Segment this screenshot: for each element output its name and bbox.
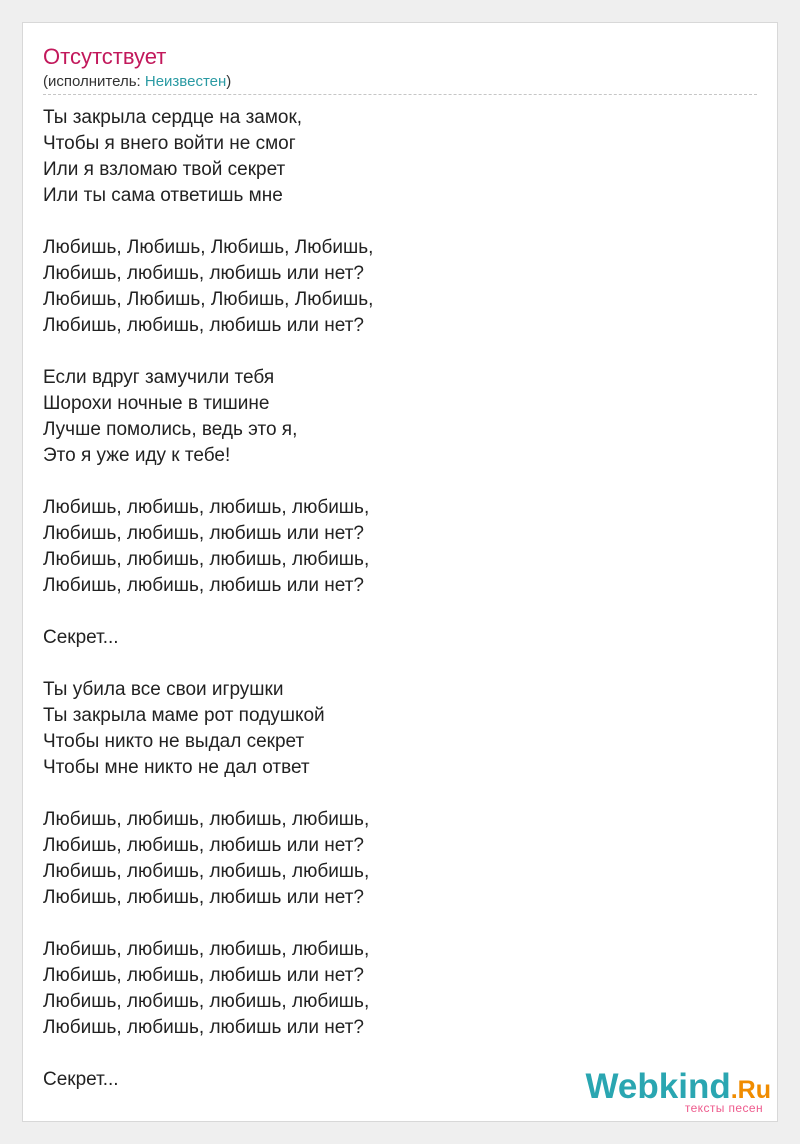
lyrics-line: Любишь, любишь, любишь, любишь, bbox=[43, 939, 370, 960]
lyrics-line: Любишь, любишь, любишь или нет? bbox=[43, 1017, 364, 1038]
lyrics-blank-line bbox=[43, 911, 743, 937]
lyrics-line: Ты убила все свои игрушки bbox=[43, 679, 284, 700]
lyrics-line: Секрет... bbox=[43, 1069, 119, 1090]
lyrics-line: Любишь, Любишь, Любишь, Любишь, bbox=[43, 237, 374, 258]
lyrics-line: Чтобы мне никто не дал ответ bbox=[43, 757, 310, 778]
lyrics-line: Любишь, любишь, любишь или нет? bbox=[43, 575, 364, 596]
lyrics-sheet bbox=[22, 22, 778, 1122]
lyrics-blank-line bbox=[43, 651, 743, 677]
song-title: Отсутствует bbox=[43, 44, 167, 69]
lyrics-line: Любишь, любишь, любишь, любишь, bbox=[43, 809, 370, 830]
title-divider bbox=[43, 94, 757, 95]
lyrics-line: Ты закрыла сердце на замок, bbox=[43, 107, 303, 128]
brand-accent-text: .Ru bbox=[730, 1076, 771, 1104]
lyrics-line: Ты закрыла маме рот подушкой bbox=[43, 705, 325, 726]
lyrics-line: Любишь, любишь, любишь или нет? bbox=[43, 315, 364, 336]
lyrics-line: Любишь, любишь, любишь, любишь, bbox=[43, 497, 370, 518]
lyrics-line: Любишь, любишь, любишь, любишь, bbox=[43, 991, 370, 1012]
lyrics-blank-line bbox=[43, 1041, 743, 1067]
lyrics-line: Чтобы никто не выдал секрет bbox=[43, 731, 305, 752]
lyrics-line: Секрет... bbox=[43, 627, 119, 648]
lyrics-line: Любишь, любишь, любишь или нет? bbox=[43, 523, 364, 544]
lyrics-line: Любишь, любишь, любишь или нет? bbox=[43, 965, 364, 986]
lyrics-line: Любишь, любишь, любишь или нет? bbox=[43, 835, 364, 856]
lyrics-blank-line bbox=[43, 339, 743, 365]
lyrics-line: Если вдруг замучили тебя bbox=[43, 367, 275, 388]
lyrics-line: Чтобы я внего войти не смог bbox=[43, 133, 296, 154]
brand-subtitle: тексты песен bbox=[684, 1101, 763, 1115]
lyrics-line: Шорохи ночные в тишине bbox=[43, 393, 270, 414]
lyrics-blank-line bbox=[43, 469, 743, 495]
lyrics-blank-line bbox=[43, 781, 743, 807]
lyrics-blank-line bbox=[43, 209, 743, 235]
lyrics-line: Или ты сама ответишь мне bbox=[43, 185, 283, 206]
artist-suffix: ) bbox=[226, 73, 232, 90]
artist-line bbox=[43, 73, 231, 91]
artist-name-link[interactable]: Неизвестен bbox=[144, 73, 227, 90]
lyrics-line: Любишь, любишь, любишь, любишь, bbox=[43, 861, 370, 882]
artist-prefix: (исполнитель: bbox=[43, 73, 145, 90]
lyrics-line: Это я уже иду к тебе! bbox=[43, 445, 231, 466]
brand-main-text: Webkind bbox=[585, 1067, 731, 1106]
lyrics-blank-line bbox=[43, 599, 743, 625]
lyrics-line: Любишь, любишь, любишь или нет? bbox=[43, 887, 364, 908]
lyrics-line: Лучше помолись, ведь это я, bbox=[43, 419, 298, 440]
lyrics-line: Любишь, Любишь, Любишь, Любишь, bbox=[43, 289, 374, 310]
lyrics-body bbox=[43, 105, 743, 1093]
lyrics-line: Любишь, любишь, любишь, любишь, bbox=[43, 549, 370, 570]
lyrics-line: Или я взломаю твой секрет bbox=[43, 159, 286, 180]
lyrics-line: Любишь, любишь, любишь или нет? bbox=[43, 263, 364, 284]
webkind-logo bbox=[579, 1069, 771, 1113]
